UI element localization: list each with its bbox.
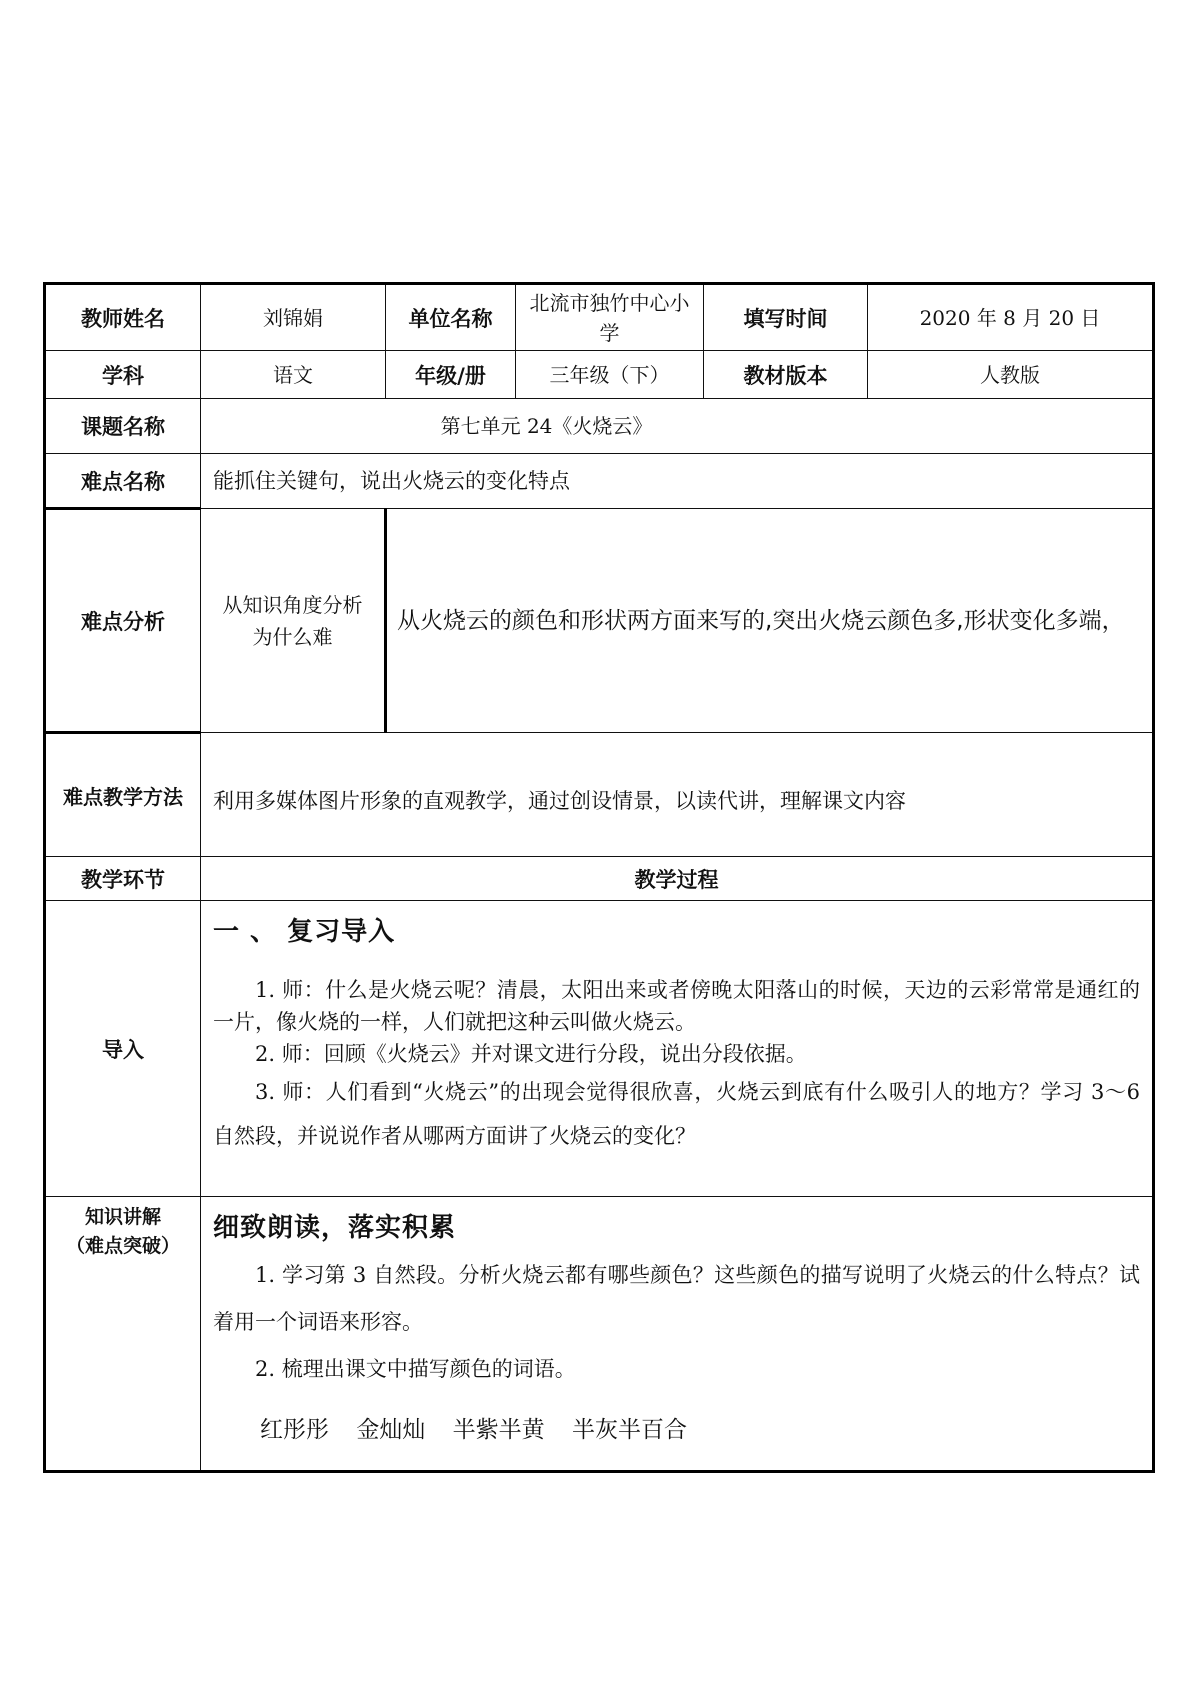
knowledge-stage-label: [45, 1197, 201, 1472]
color-word: 半紫半黄: [452, 1417, 545, 1443]
analysis-label: 难点分析: [45, 509, 201, 733]
intro-heading: 一 、 复习导入: [213, 917, 396, 947]
stage-header: 教学环节: [45, 857, 201, 901]
method-label: 难点教学方法: [45, 733, 201, 857]
teacher-label: 教师姓名: [45, 284, 201, 351]
analysis-sub-label: 从知识角度分析为什么难: [201, 509, 386, 733]
title-value: 第七单元 24《火烧云》: [201, 399, 1154, 454]
difficulty-value: 能抓住关键句，说出火烧云的变化特点: [201, 454, 1154, 509]
date-label: 填写时间: [704, 284, 868, 351]
difficulty-label: 难点名称: [45, 454, 201, 509]
unit-label: 单位名称: [386, 284, 516, 351]
intro-paragraph-2: 2. 师：回顾《火烧云》并对课文进行分段，说出分段依据。: [255, 1042, 807, 1066]
knowledge-content: [201, 1197, 1154, 1472]
intro-paragraph-1: 1. 师：什么是火烧云呢？清晨，太阳出来或者傍晚太阳落山的时候，天边的云彩常常是通红的一片，像火烧的一样，人们就把这种云叫做火烧云。: [213, 978, 1140, 1034]
knowledge-paragraph-1: 1. 学习第 3 自然段。分析火烧云都有哪些颜色？这些颜色的描写说明了火烧云的什么特点？试着用一个词语来形容。: [213, 1263, 1140, 1334]
intro-content: [201, 901, 1154, 1197]
method-value: 利用多媒体图片形象的直观教学，通过创设情景，以读代讲，理解课文内容: [201, 733, 1154, 857]
edition-value: 人教版: [868, 351, 1154, 399]
color-word: 红彤彤: [260, 1417, 329, 1443]
title-label: 课题名称: [45, 399, 201, 454]
subject-value: 语文: [201, 351, 386, 399]
color-word: 金灿灿: [356, 1417, 426, 1443]
knowledge-paragraph-2: 2. 梳理出课文中描写颜色的词语。: [255, 1357, 576, 1381]
knowledge-stage-line-2: （难点突破）: [65, 1235, 180, 1257]
subject-label: 学科: [45, 351, 201, 399]
lesson-plan-table: [43, 282, 1155, 1473]
color-word: 半灰半百合: [571, 1417, 687, 1443]
intro-stage-label: 导入: [45, 901, 201, 1197]
analysis-value: 从火烧云的颜色和形状两方面来写的,突出火烧云颜色多,形状变化多端，: [386, 509, 1154, 733]
teacher-value: 刘锦娟: [201, 284, 386, 351]
grade-label: 年级/册: [386, 351, 516, 399]
knowledge-stage-line-1: 知识讲解: [84, 1206, 161, 1228]
unit-value: 北流市独竹中心小学: [516, 284, 704, 351]
grade-value: 三年级（下）: [516, 351, 704, 399]
color-words: [260, 1411, 1140, 1444]
process-header: 教学过程: [201, 857, 1154, 901]
edition-label: 教材版本: [704, 351, 868, 399]
knowledge-heading: 细致朗读，落实积累: [213, 1213, 457, 1243]
date-value: 2020 年 8 月 20 日: [868, 284, 1154, 351]
intro-paragraph-3: 3. 师：人们看到“火烧云”的出现会觉得很欣喜，火烧云到底有什么吸引人的地方？学习 3～6 自然段，并说说作者从哪两方面讲了火烧云的变化？: [213, 1080, 1140, 1148]
